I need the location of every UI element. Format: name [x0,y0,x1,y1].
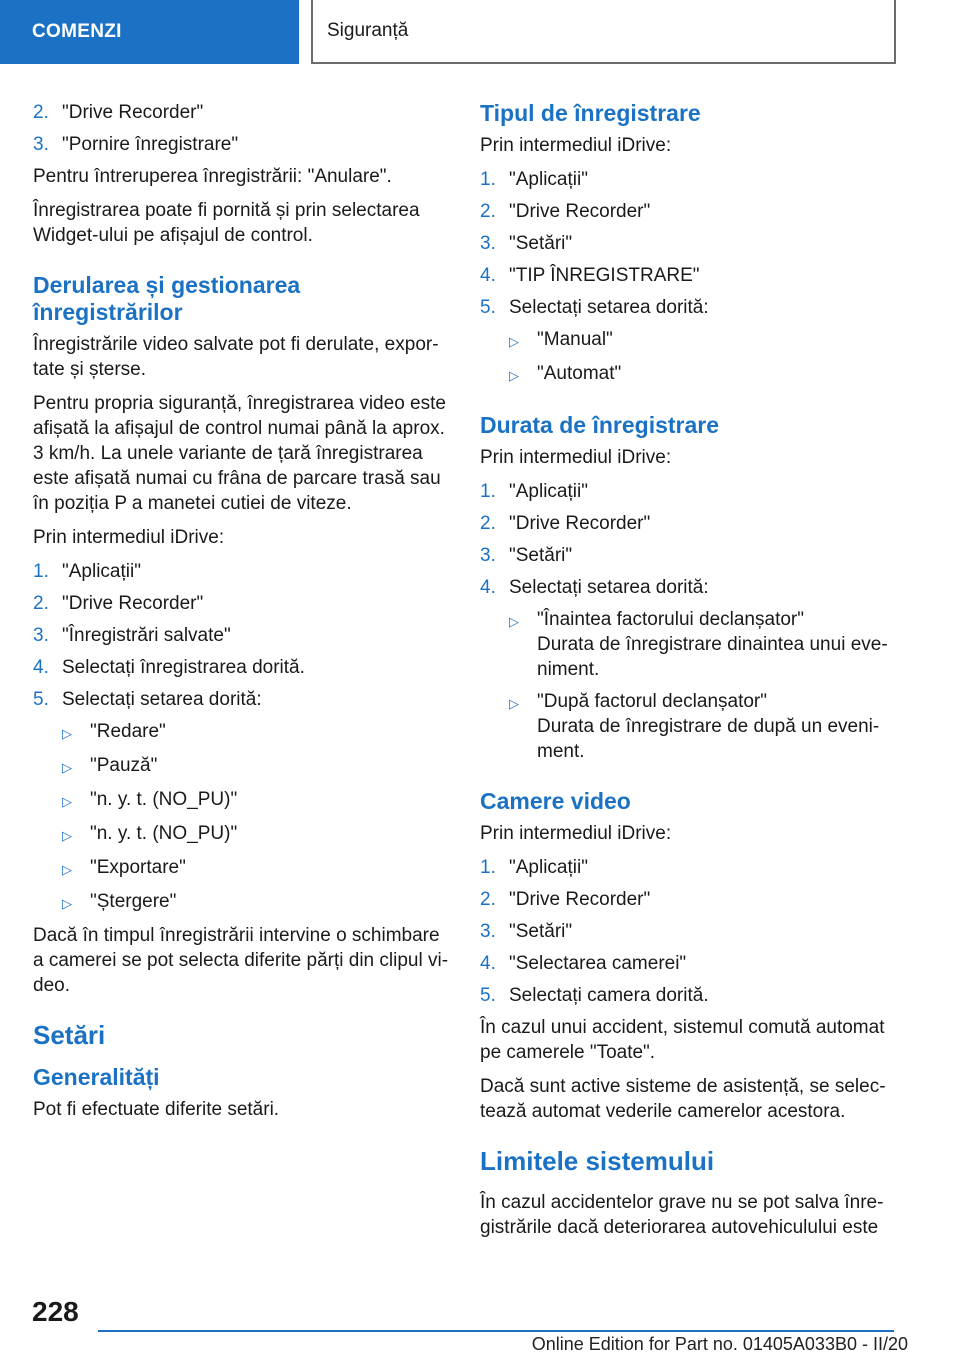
list-text: "Selectarea camerei" [509,953,687,974]
list-item [480,543,900,568]
list-number: 1. [480,169,496,190]
list-item [480,919,900,944]
list-item [480,167,900,192]
paragraph: Pentru propria siguranță, înregistrarea video este afișată la afișajul de control numai până la aprox. 3 km/h. La unele variante de țară înregistrarea este afișată numai cu frâna de parcare trasă sau în poziția P a manetei cutiei de viteze. [33,393,446,514]
paragraph: Pot fi efectuate diferite setări. [33,1099,280,1120]
list-item [33,100,453,125]
list-text: "Setări" [509,545,573,566]
right-column [480,100,900,1249]
sub-list-text: "n. y. t. (NO_PU)" [90,823,238,844]
sub-list-text: "Ștergere" [90,891,177,912]
heading-durata-inregistrare: Durata de înregistrare [480,412,720,438]
edition-footer: Online Edition for Part no. 01405A033B0 - II/20 [531,1334,908,1354]
paragraph: Dacă în timpul înregistrării intervine o schimbare a camerei se pot selecta diferite părți din clipul vi-deo. [33,925,449,996]
list-text: "Aplicații" [509,857,588,878]
list-item [480,231,900,256]
list-number: 3. [480,233,496,254]
heading-tip-inregistrare: Tipul de înregistrare [480,100,701,126]
paragraph: Pentru întreruperea înregistrării: "Anulare". [33,166,392,187]
left-column [33,100,453,1131]
page-number: 228 [32,1296,79,1327]
list-item [33,559,453,584]
triangle-bullet-icon: ▷ [509,334,519,349]
list-number: 2. [33,593,49,614]
paragraph: Prin intermediul iDrive: [33,527,225,548]
list-text: "Înregistrări salvate" [62,625,231,646]
heading-generalitati: Generalități [33,1064,160,1090]
list-text: "Setări" [509,921,573,942]
list-number: 3. [33,625,49,646]
section-tab: COMENZI [0,0,299,64]
sub-list-item [480,607,900,682]
list-number: 1. [480,481,496,502]
triangle-bullet-icon: ▷ [509,368,519,383]
list-item [480,575,900,600]
sub-list-description: Durata de înregistrare de după un eveni-ment. [537,716,880,762]
paragraph: Prin intermediul iDrive: [480,135,672,156]
sub-list-item [33,889,453,916]
list-number: 2. [33,102,49,123]
heading-derulare: Derularea și gestionarea înregistrărilor [33,272,301,325]
paragraph: Înregistrarea poate fi pornită și prin selectarea Widget-ului pe afișajul de control. [33,200,420,246]
list-text: Selectați camera dorită. [509,985,709,1006]
paragraph: În cazul unui accident, sistemul comută automat pe camerele "Toate". [480,1017,885,1063]
list-number: 4. [33,657,49,678]
list-text: "TIP ÎNREGISTRARE" [509,265,700,286]
chapter-tab: Siguranță [311,0,896,64]
list-text: "Drive Recorder" [509,513,651,534]
footer-divider [98,1330,894,1332]
paragraph: În cazul accidentelor grave nu se pot salva înre-gistrările dacă deteriorarea autovehiculului este [480,1192,884,1238]
list-item [480,263,900,288]
sub-list-text: "Înaintea factorului declanșator" [537,609,804,630]
list-number: 5. [480,985,496,1006]
list-text: "Pornire înregistrare" [62,134,239,155]
list-item [33,655,453,680]
triangle-bullet-icon: ▷ [62,760,72,775]
list-text: "Drive Recorder" [62,593,204,614]
triangle-bullet-icon: ▷ [62,794,72,809]
triangle-bullet-icon: ▷ [62,828,72,843]
list-text: Selectați înregistrarea dorită. [62,657,305,678]
sub-list-item [480,689,900,764]
list-item [480,855,900,880]
list-item [480,887,900,912]
sub-list-item [33,719,453,746]
sub-list-text: "Pauză" [90,755,158,776]
list-text: "Drive Recorder" [62,102,204,123]
list-text: "Aplicații" [509,481,588,502]
list-number: 3. [480,545,496,566]
list-number: 4. [480,953,496,974]
list-number: 1. [33,561,49,582]
sub-list-description: Durata de înregistrare dinaintea unui eve-niment. [537,634,888,680]
sub-list-text: "Automat" [537,363,622,384]
triangle-bullet-icon: ▷ [509,614,519,629]
sub-list-text: "Manual" [537,329,613,350]
list-text: Selectați setarea dorită: [509,577,709,598]
triangle-bullet-icon: ▷ [62,726,72,741]
list-number: 1. [480,857,496,878]
list-item [480,295,900,320]
list-text: "Setări" [509,233,573,254]
sub-list-item [33,855,453,882]
heading-camere-video: Camere video [480,788,631,814]
sub-list-item [480,327,900,354]
list-number: 2. [480,201,496,222]
sub-list-text: "Redare" [90,721,166,742]
paragraph: Prin intermediul iDrive: [480,447,672,468]
paragraph: Prin intermediul iDrive: [480,823,672,844]
list-item [33,687,453,712]
sub-list-text: "n. y. t. (NO_PU)" [90,789,238,810]
paragraph: Înregistrările video salvate pot fi derulate, expor-tate și șterse. [33,334,439,380]
triangle-bullet-icon: ▷ [509,696,519,711]
sub-list-item [33,787,453,814]
list-item [480,983,900,1008]
list-number: 4. [480,577,496,598]
sub-list-text: "Exportare" [90,857,186,878]
paragraph: Dacă sunt active sisteme de asistență, se selec-tează automat vederile camerelor acestora. [480,1076,886,1122]
list-number: 5. [480,297,496,318]
list-text: Selectați setarea dorită: [509,297,709,318]
list-text: "Aplicații" [509,169,588,190]
triangle-bullet-icon: ▷ [62,862,72,877]
triangle-bullet-icon: ▷ [62,896,72,911]
heading-setari: Setări [33,1020,106,1050]
sub-list-text: "După factorul declanșator" [537,691,768,712]
list-item [480,479,900,504]
list-item [480,199,900,224]
list-number: 2. [480,513,496,534]
sub-list-item [33,821,453,848]
list-number: 3. [480,921,496,942]
list-text: "Drive Recorder" [509,201,651,222]
list-number: 4. [480,265,496,286]
list-item [33,623,453,648]
sub-list-item [33,753,453,780]
list-item [33,591,453,616]
list-number: 3. [33,134,49,155]
sub-list-item [480,361,900,388]
list-text: "Drive Recorder" [509,889,651,910]
list-item [480,511,900,536]
list-number: 2. [480,889,496,910]
list-item [33,132,453,157]
heading-limitele-sistemului: Limitele sistemului [480,1146,715,1176]
list-number: 5. [33,689,49,710]
list-item [480,951,900,976]
list-text: "Aplicații" [62,561,141,582]
list-text: Selectați setarea dorită: [62,689,262,710]
